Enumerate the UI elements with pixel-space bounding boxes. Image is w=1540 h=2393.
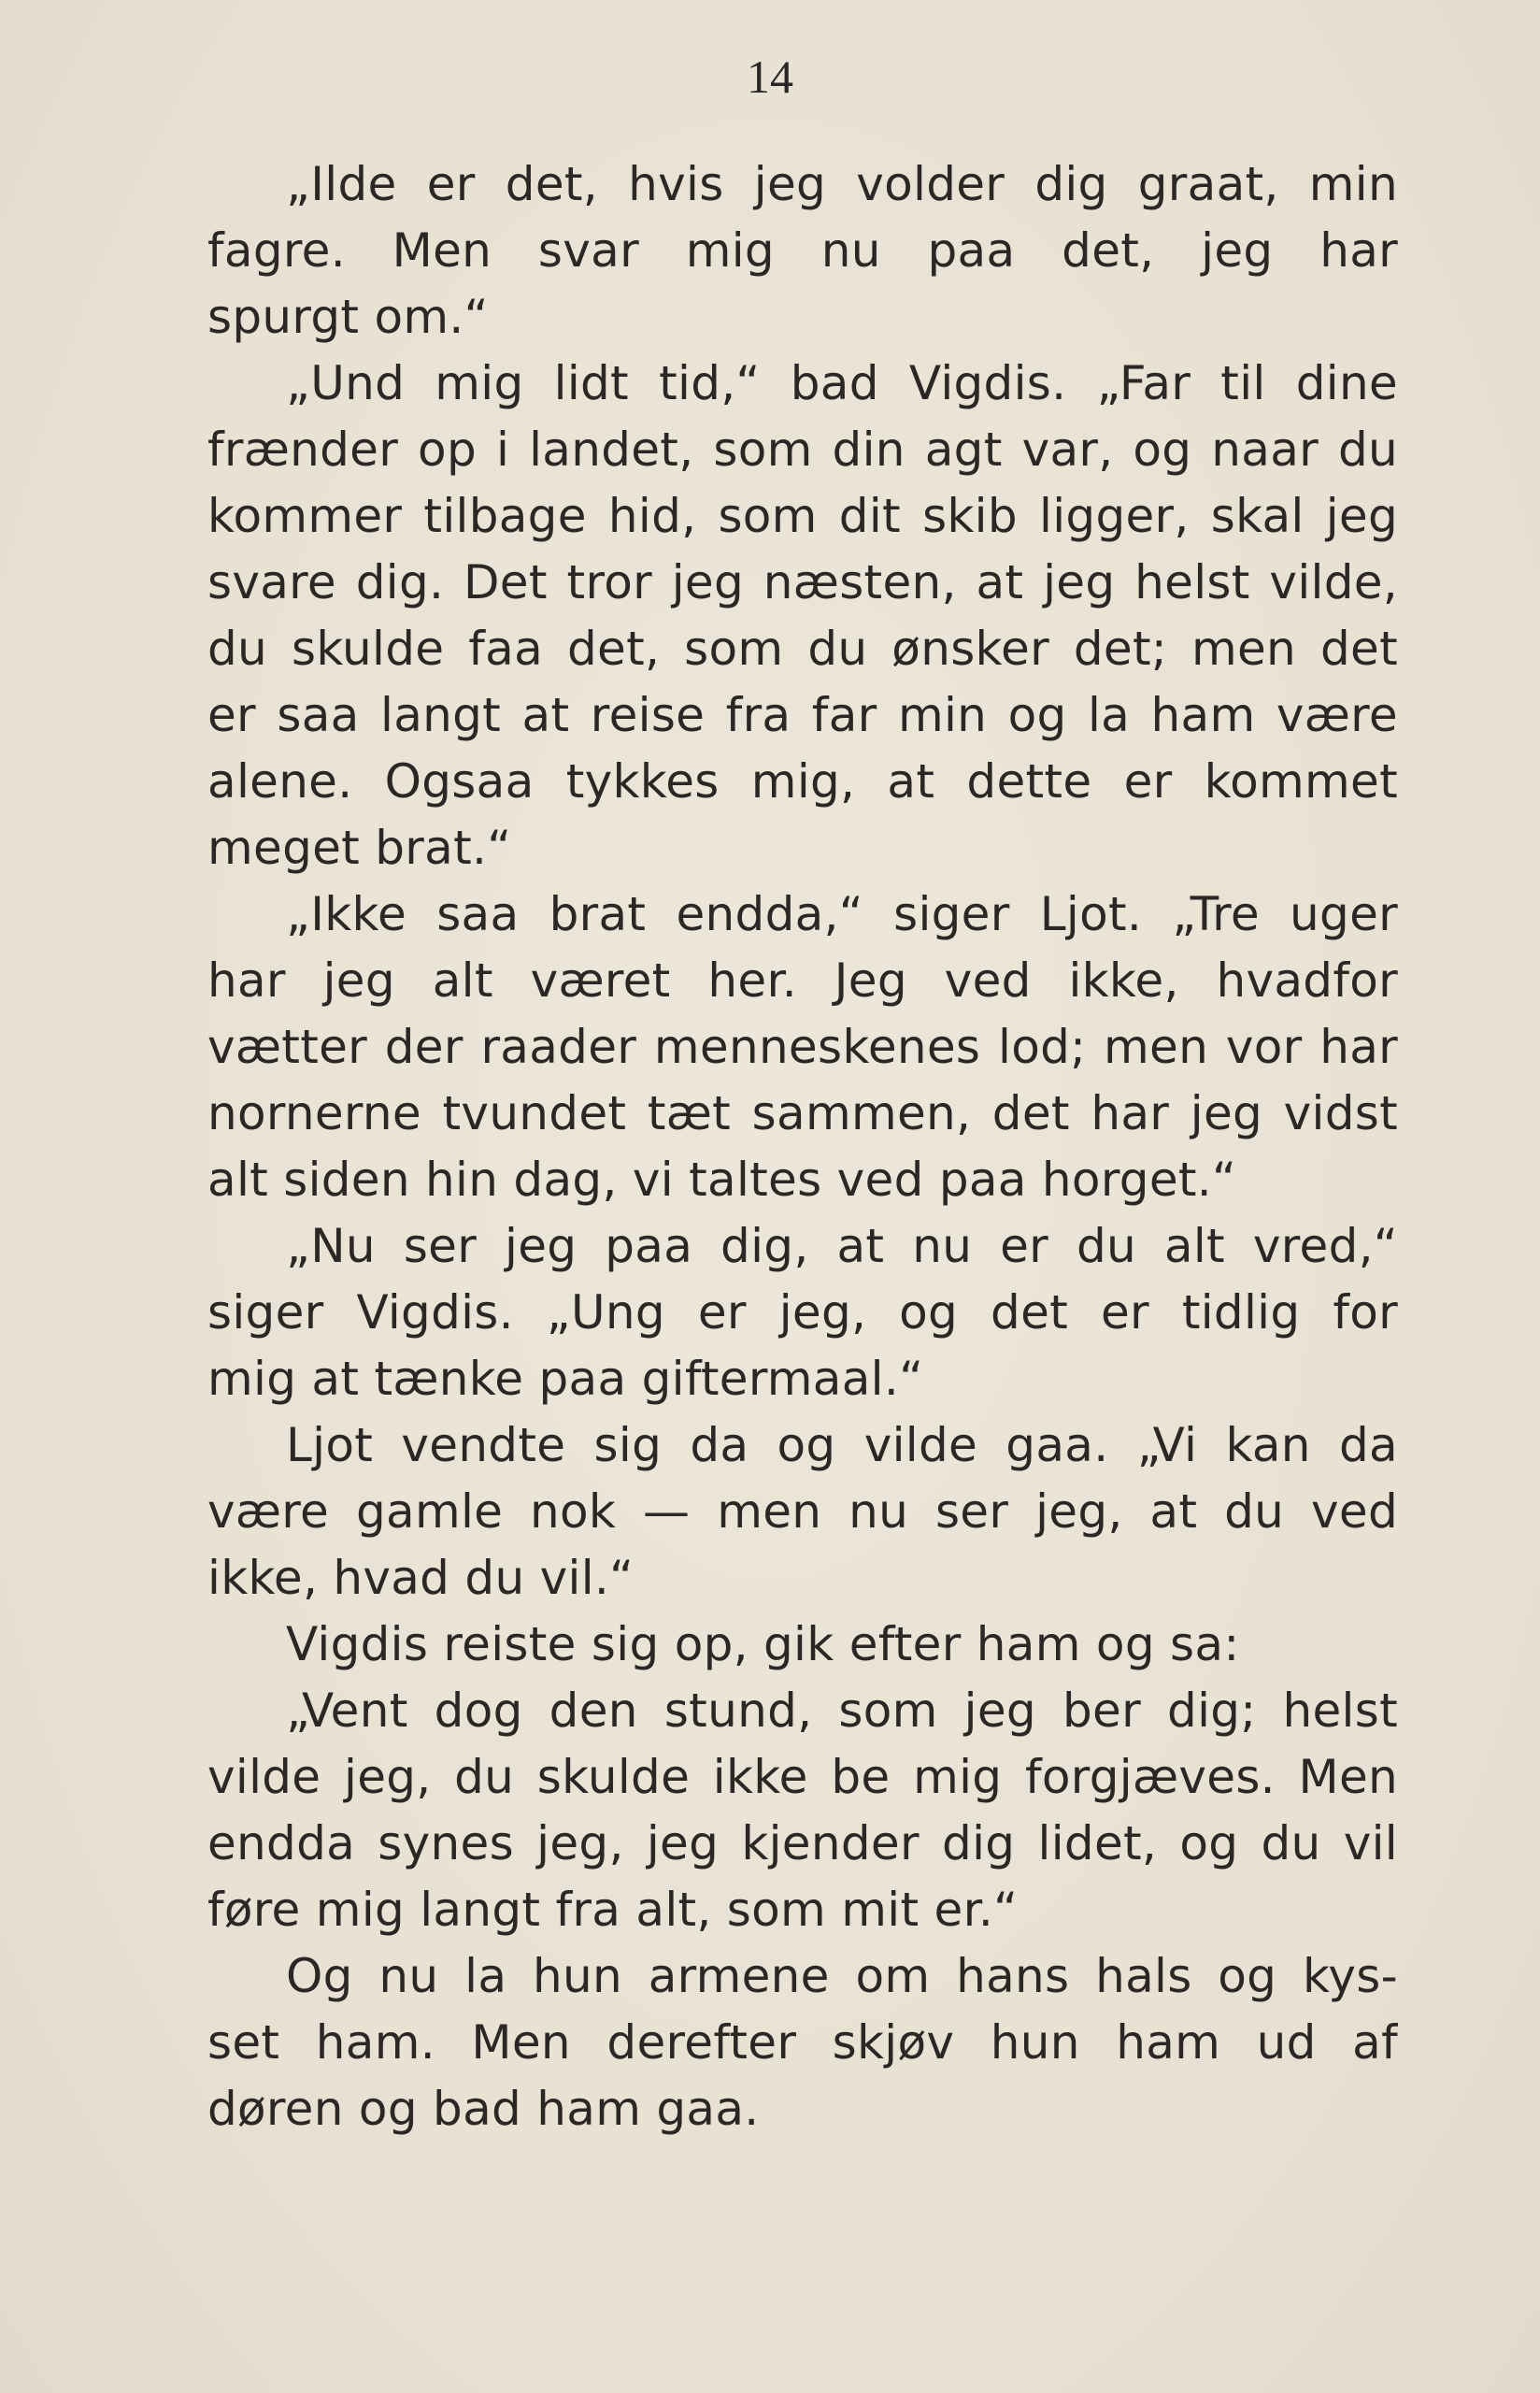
text-line: føre mig langt fra alt, som mit er.“ (207, 1883, 1019, 1937)
text-line: du skulde faa det, som du ønsker det; men det (207, 622, 1398, 676)
paragraph (207, 1612, 1398, 1678)
text-line: vilde jeg, du skulde ikke be mig forgjæves. Men (207, 1750, 1398, 1804)
text-line: „Nu ser jeg paa dig, at nu er du alt vred,“ (286, 1219, 1398, 1273)
paragraph (207, 1412, 1398, 1612)
text-line: „Ikke saa brat endda,“ siger Ljot. „Tre uger (286, 887, 1398, 941)
text-line: vætter der raader menneskenes lod; men vor har (207, 1020, 1398, 1074)
text-line: døren og bad ham gaa. (207, 2082, 760, 2136)
text-line: alene. Ogsaa tykkes mig, at dette er kommet (207, 754, 1398, 809)
text-line: siger Vigdis. „Ung er jeg, og det er tidlig for (207, 1285, 1398, 1340)
text-line: „Und mig lidt tid,“ bad Vigdis. „Far til dine (286, 356, 1398, 410)
paragraph (207, 151, 1398, 351)
text-line: Vigdis reiste sig op, gik efter ham og sa: (286, 1617, 1240, 1671)
paragraph (207, 1678, 1398, 1943)
text-line: svare dig. Det tror jeg næsten, at jeg helst vilde, (207, 555, 1398, 609)
text-line: spurgt om.“ (207, 290, 489, 344)
paragraph (207, 1943, 1398, 2142)
body-text (207, 151, 1398, 2142)
paragraph (207, 881, 1398, 1213)
text-line: kommer tilbage hid, som dit skib ligger, skal jeg (207, 489, 1398, 543)
text-line: frænder op i landet, som din agt var, og naar du (207, 423, 1398, 477)
text-line: set ham. Men derefter skjøv hun ham ud af (207, 2015, 1398, 2070)
paragraph (207, 1213, 1398, 1412)
text-line: „Vent dog den stund, som jeg ber dig; helst (286, 1684, 1398, 1738)
text-line: meget brat.“ (207, 821, 512, 875)
text-line: være gamle nok — men nu ser jeg, at du ved (207, 1484, 1398, 1539)
text-line: endda synes jeg, jeg kjender dig lidet, og du vil (207, 1816, 1398, 1870)
text-line: alt siden hin dag, vi taltes ved paa horget.“ (207, 1153, 1237, 1207)
text-line: er saa langt at reise fra far min og la ham være (207, 688, 1398, 742)
text-line: Ljot vendte sig da og vilde gaa. „Vi kan da (286, 1418, 1398, 1472)
paragraph (207, 351, 1398, 881)
text-line: Og nu la hun armene om hans hals og kys- (286, 1949, 1398, 2003)
text-line: mig at tænke paa giftermaal.“ (207, 1352, 924, 1406)
text-line: ikke, hvad du vil.“ (207, 1551, 635, 1605)
text-line: nornerne tvundet tæt sammen, det har jeg vidst (207, 1086, 1398, 1140)
text-line: fagre. Men svar mig nu paa det, jeg har (207, 223, 1398, 278)
page-number: 14 (747, 50, 793, 103)
text-line: har jeg alt været her. Jeg ved ikke, hvadfor (207, 953, 1398, 1008)
text-line: „Ilde er det, hvis jeg volder dig graat, min (286, 157, 1398, 211)
